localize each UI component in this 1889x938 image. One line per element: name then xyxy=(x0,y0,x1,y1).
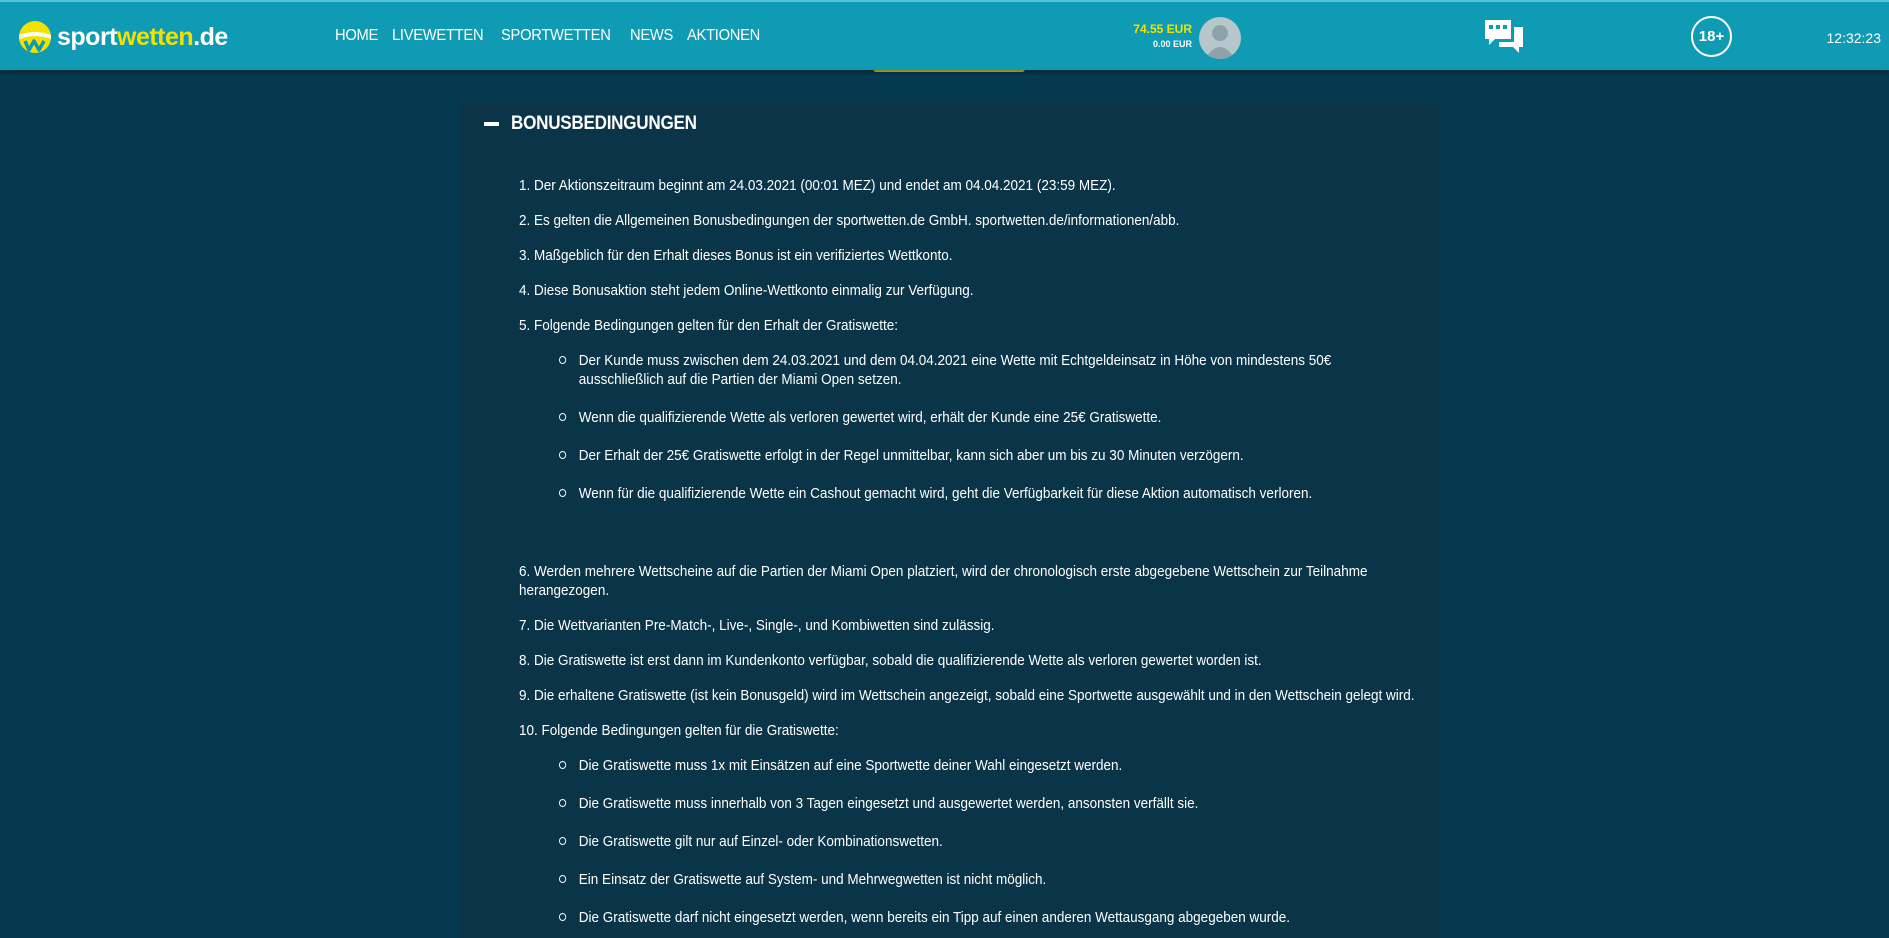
condition-sublist xyxy=(559,351,1419,503)
sub-condition-item: Der Erhalt der 25€ Gratiswette erfolgt in der Regel unmittelbar, kann sich aber um bis zu 30 Minuten verzögern. xyxy=(559,446,1395,465)
logo-ball-icon xyxy=(17,19,53,55)
condition-item: 6. Werden mehrere Wettscheine auf die Partien der Miami Open platziert, wird der chronologisch erste abgegebene Wettschein zur Teilnahme herangezogen. xyxy=(519,563,1368,599)
top-header xyxy=(0,0,1889,70)
panel-title: BONUSBEDINGUNGEN xyxy=(511,113,697,134)
spacer xyxy=(519,522,1419,562)
bonus-conditions-panel xyxy=(459,104,1440,938)
panel-header[interactable] xyxy=(459,104,1440,144)
user-silhouette-icon xyxy=(1199,17,1241,59)
main-nav xyxy=(335,27,766,45)
condition-item: 1. Der Aktionszeitraum beginnt am 24.03.2021 (00:01 MEZ) und endet am 04.04.2021 (23:59 MEZ). xyxy=(519,177,1116,194)
sub-condition-item: Die Gratiswette darf nicht eingesetzt werden, wenn bereits ein Tipp auf einen anderen Wettausgang abgegeben wurde. xyxy=(559,908,1395,927)
condition-sublist xyxy=(559,756,1419,927)
condition-item: 2. Es gelten die Allgemeinen Bonusbedingungen der sportwetten.de GmbH. sportwetten.de/informationen/abb. xyxy=(519,212,1180,229)
nav-news[interactable]: NEWS xyxy=(630,27,674,44)
sub-condition-item: Wenn für die qualifizierende Wette ein Cashout gemacht wird, geht die Verfügbarkeit für diese Aktion automatisch verloren. xyxy=(559,484,1395,503)
condition-item: 9. Die erhaltene Gratiswette (ist kein Bonusgeld) wird im Wettschein angezeigt, sobald eine Sportwette ausgewählt und in den Wettschein gelegt wird. xyxy=(519,687,1415,704)
sub-condition-item: Der Kunde muss zwischen dem 24.03.2021 und dem 04.04.2021 eine Wette mit Echtgeldeinsatz in Höhe von mindestens 50€ ausschließlich auf die Partien der Miami Open setzen. xyxy=(559,351,1395,389)
condition-item: 5. Folgende Bedingungen gelten für den Erhalt der Gratiswette: xyxy=(519,317,898,334)
age-restriction-badge: 18+ xyxy=(1691,16,1732,57)
sub-condition-item: Die Gratiswette muss innerhalb von 3 Tagen eingesetzt und ausgewertet werden, ansonsten verfällt sie. xyxy=(559,794,1395,813)
collapse-minus-icon[interactable] xyxy=(484,122,499,126)
sub-condition-item: Die Gratiswette gilt nur auf Einzel- oder Kombinationswetten. xyxy=(559,832,1395,851)
sub-condition-item: Wenn die qualifizierende Wette als verloren gewertet wird, erhält der Kunde eine 25€ Gratiswette. xyxy=(559,408,1395,427)
chat-icon[interactable] xyxy=(1483,17,1525,57)
nav-sportwetten[interactable]: SPORTWETTEN xyxy=(501,27,611,44)
condition-item: 4. Diese Bonusaktion steht jedem Online-Wettkonto einmalig zur Verfügung. xyxy=(519,282,974,299)
nav-aktionen[interactable]: AKTIONEN xyxy=(686,27,760,44)
sub-condition-item: Ein Einsatz der Gratiswette auf System- und Mehrwegwetten ist nicht möglich. xyxy=(559,870,1395,889)
conditions-list xyxy=(519,176,1419,938)
logo-text: sportwetten.de xyxy=(57,22,228,51)
nav-livewetten[interactable]: LIVEWETTEN xyxy=(391,27,484,44)
balance-value: 74.55 EUR xyxy=(1133,22,1192,36)
condition-item: 3. Maßgeblich für den Erhalt dieses Bonus ist ein verifiziertes Wettkonto. xyxy=(519,247,953,264)
account-balance[interactable] xyxy=(1133,22,1192,49)
condition-item: 7. Die Wettvarianten Pre-Match-, Live-, Single-, und Kombiwetten sind zulässig. xyxy=(519,617,995,634)
logo[interactable] xyxy=(17,17,228,57)
clock: 12:32:23 xyxy=(1826,30,1881,46)
bonus-balance-value: 0.00 EUR xyxy=(1152,39,1192,49)
sub-condition-item: Die Gratiswette muss 1x mit Einsätzen auf eine Sportwette deiner Wahl eingesetzt werden. xyxy=(559,756,1395,775)
nav-home[interactable]: HOME xyxy=(335,27,379,44)
user-avatar[interactable] xyxy=(1199,17,1241,59)
condition-item: 8. Die Gratiswette ist erst dann im Kundenkonto verfügbar, sobald die qualifizierende Wette als verloren gewertet worden ist. xyxy=(519,652,1262,669)
condition-item: 10. Folgende Bedingungen gelten für die Gratiswette: xyxy=(519,722,839,739)
